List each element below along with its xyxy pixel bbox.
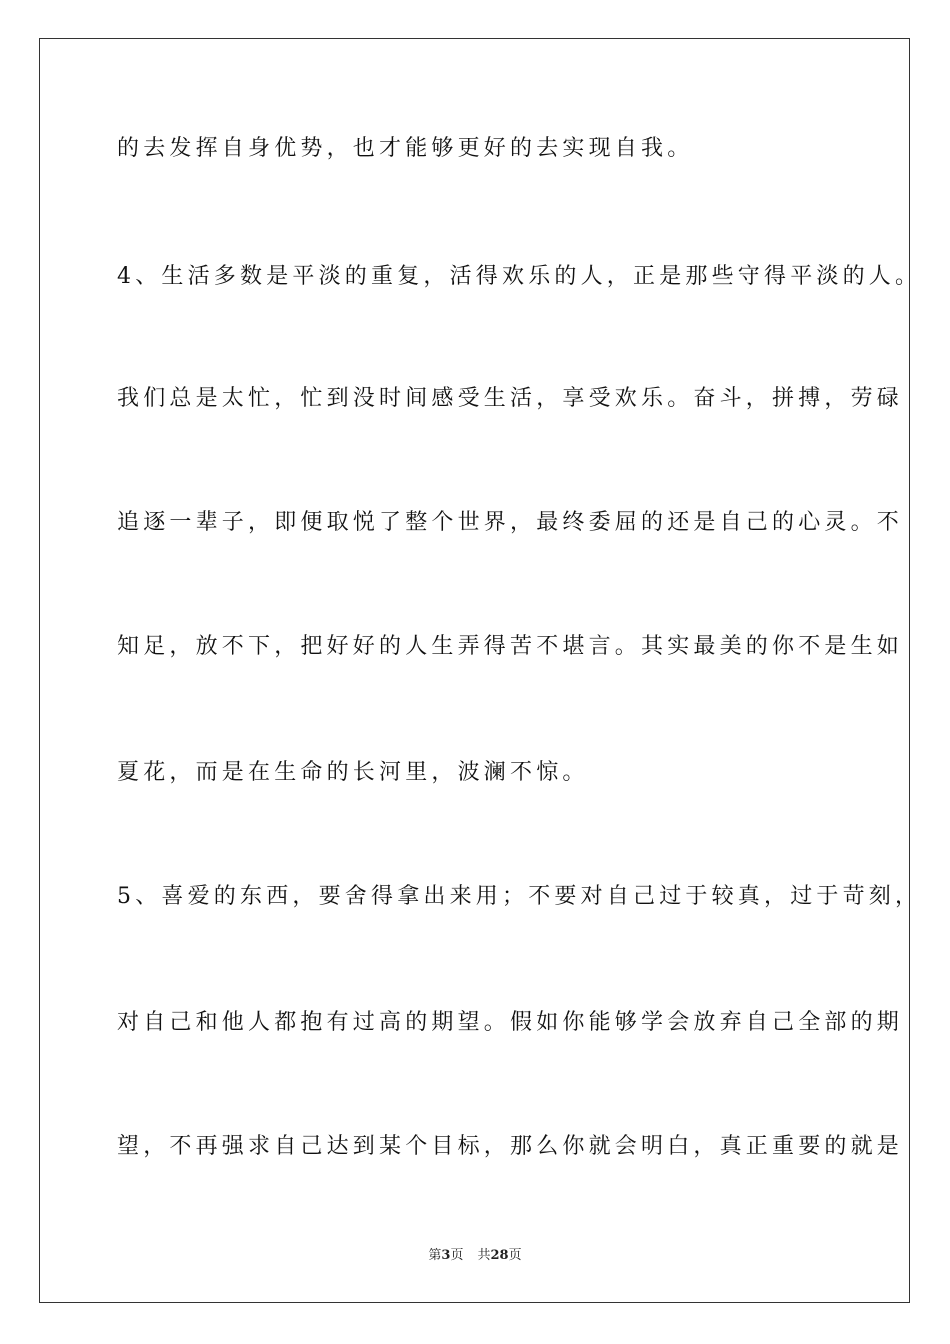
body-text-line-2: 4、生活多数是平淡的重复，活得欢乐的人，正是那些守得平淡的人。 — [117, 264, 922, 289]
body-text-line-1: 的去发挥自身优势，也才能够更好的去实现自我。 — [117, 136, 694, 161]
total-suffix: 页 — [508, 1248, 522, 1263]
body-text-line-7: 5、喜爱的东西，要舍得拿出来用；不要对自己过于较真，过于苛刻， — [117, 884, 922, 909]
body-text-line-4: 追逐一辈子，即便取悦了整个世界，最终委屈的还是自己的心灵。不 — [117, 510, 904, 535]
body-text-line-9: 望，不再强求自己达到某个目标，那么你就会明白，真正重要的就是 — [117, 1134, 904, 1159]
body-text-line-6: 夏花，而是在生命的长河里，波澜不惊。 — [117, 760, 589, 785]
body-text-line-8: 对自己和他人都抱有过高的期望。假如你能够学会放弃自己全部的期 — [117, 1010, 904, 1035]
page-prefix: 第 — [428, 1248, 442, 1263]
total-prefix: 共 — [477, 1248, 491, 1263]
page-border — [39, 38, 910, 1303]
page-number: 3 — [441, 1248, 451, 1263]
body-text-line-5: 知足，放不下，把好好的人生弄得苦不堪言。其实最美的你不是生如 — [117, 634, 904, 659]
body-text-line-3: 我们总是太忙，忙到没时间感受生活，享受欢乐。奋斗，拼搏，劳碌 — [117, 386, 904, 411]
total-pages: 28 — [490, 1248, 509, 1263]
page-suffix: 页 — [450, 1248, 464, 1263]
page-footer — [0, 1244, 950, 1263]
